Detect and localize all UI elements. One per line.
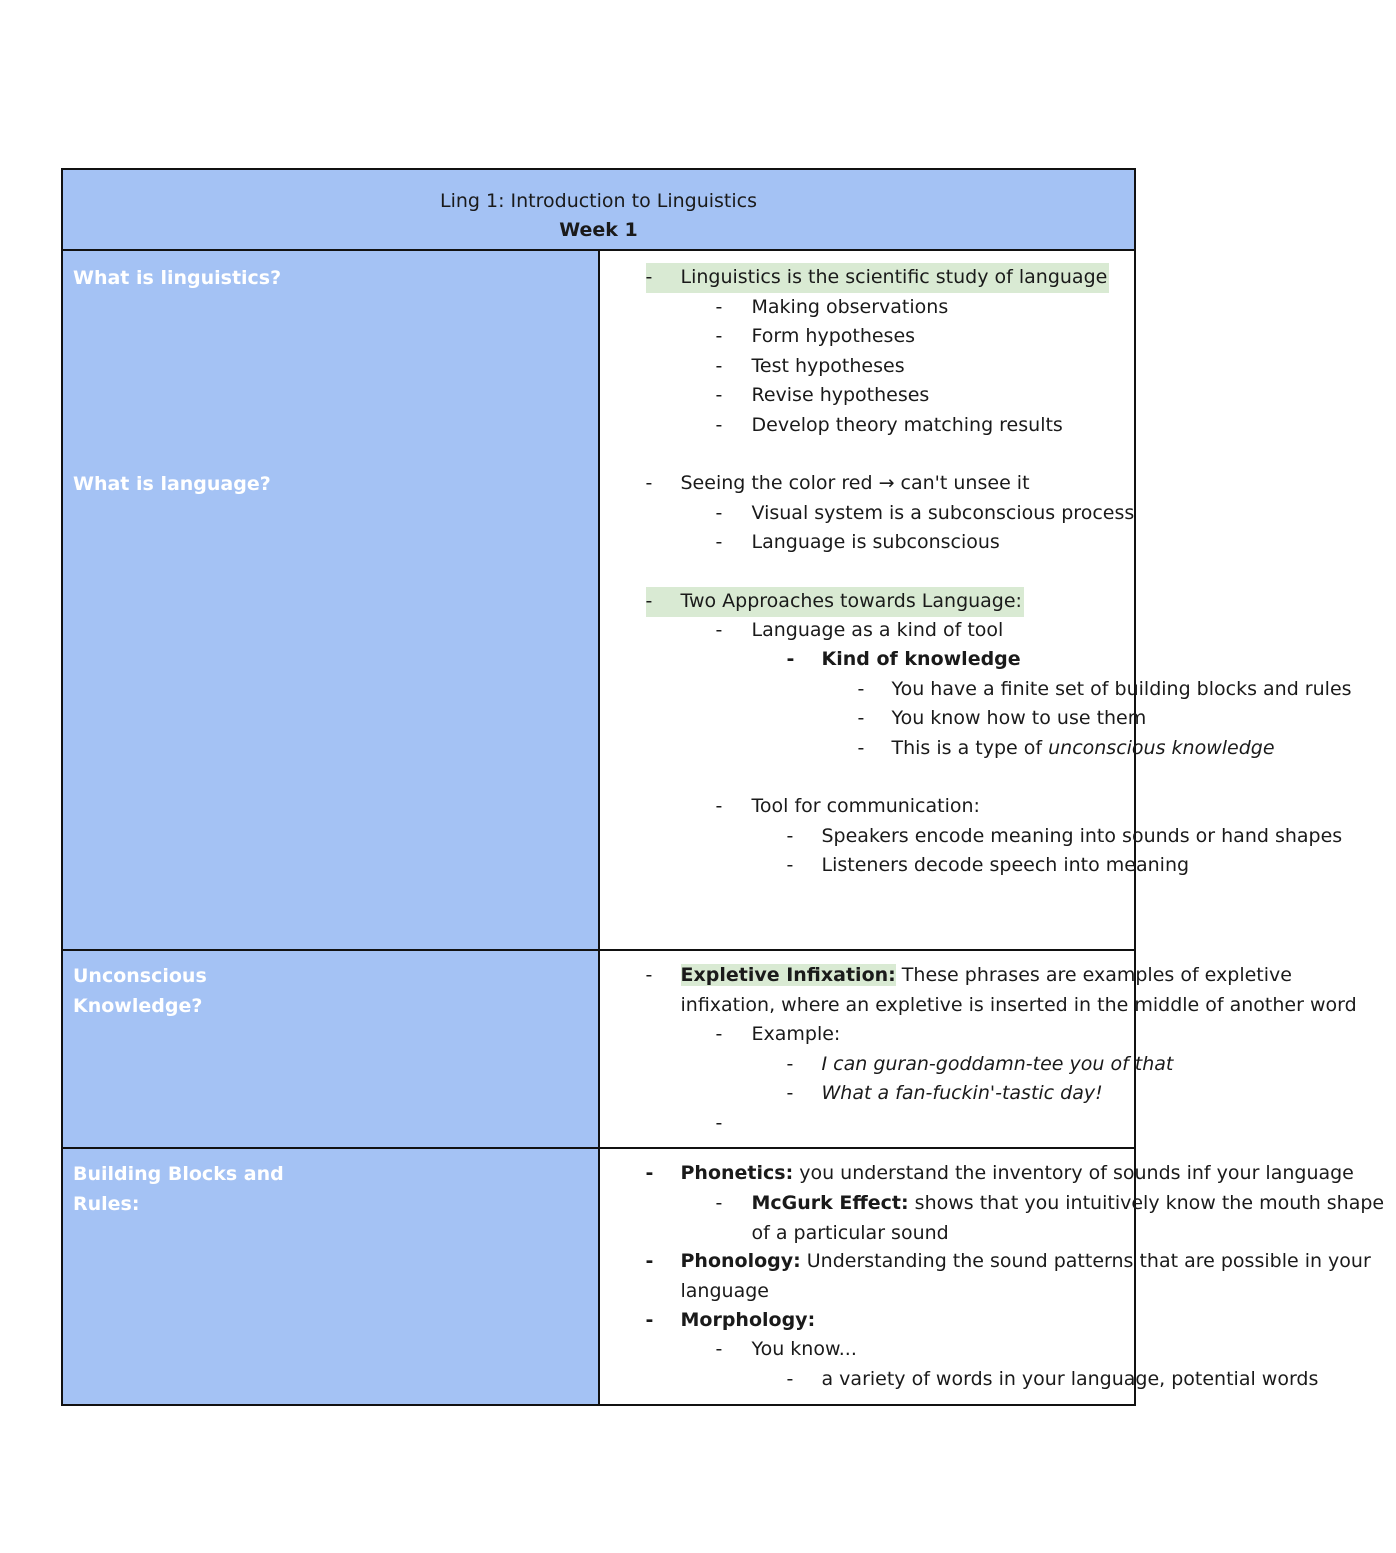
list-item: - Making observations [715, 295, 949, 318]
row-content [599, 950, 1357, 1148]
list-item: - Example: [715, 1023, 841, 1045]
list-item: - Phonetics: you understand the inventory of sounds inf your language [645, 1162, 1354, 1184]
list-item: - Form hypotheses [715, 325, 916, 348]
list-item: - Test hypotheses [715, 354, 905, 377]
table-header [62, 169, 1135, 250]
list-item: - You know how to use them [857, 707, 1147, 729]
list-item: - I can guran-goddamn-tee you of that [786, 1053, 1174, 1075]
list-item: - Language as a kind of tool [715, 619, 1004, 641]
list-item: - Morphology: [645, 1309, 816, 1331]
row-label-cell [62, 250, 599, 950]
row-content [599, 1148, 1385, 1405]
list-item: - Tool for communication: [715, 795, 980, 817]
list-item: - Revise hypotheses [715, 384, 930, 407]
notes-table [61, 168, 1385, 1406]
list-item: - Kind of knowledge [786, 648, 1021, 670]
row-label-cell [62, 1148, 599, 1405]
list-item: - You have a finite set of building blocks and rules [857, 678, 1352, 700]
list-item: - Linguistics is the scientific study of language [646, 263, 1110, 293]
list-item: - Expletive Infixation: These phrases are examples of expletive infixation, where an expletive is inserted in the middle of another word [645, 964, 1357, 1016]
list-item: - [715, 1112, 723, 1134]
row-label-unconscious: Unconscious Knowledge? [73, 965, 207, 1017]
week-title: Week 1 [559, 219, 638, 241]
list-item: - What a fan-fuckin'-tastic day! [786, 1082, 1103, 1104]
row-label-cell [62, 950, 599, 1148]
row-label-linguistics: What is linguistics? [73, 267, 282, 289]
list-item: - McGurk Effect: shows that you intuitively know the mouth shape of a particular sound [715, 1192, 1385, 1244]
list-item: - Seeing the color red → can't unsee it [645, 472, 1030, 494]
list-item: - Language is subconscious [715, 531, 1000, 554]
row-label-language: What is language? [73, 473, 271, 495]
list-item: - You know... [715, 1338, 857, 1360]
list-item: - Listeners decode speech into meaning [786, 854, 1190, 876]
list-item: - Develop theory matching results [715, 414, 1063, 436]
list-item: - a variety of words in your language, potential words [786, 1368, 1319, 1390]
list-item: - Phonology: Understanding the sound patterns that are possible in your language [645, 1250, 1371, 1302]
list-item: - Visual system is a subconscious process [715, 501, 1135, 524]
list-item: - Two Approaches towards Language: [646, 587, 1024, 617]
course-title: Ling 1: Introduction to Linguistics [439, 190, 757, 212]
row-label-building-blocks: Building Blocks and Rules: [73, 1163, 284, 1215]
list-item: - This is a type of unconscious knowledge [857, 737, 1275, 759]
list-item: - Speakers encode meaning into sounds or hand shapes [786, 825, 1343, 847]
row-content [599, 250, 1352, 950]
